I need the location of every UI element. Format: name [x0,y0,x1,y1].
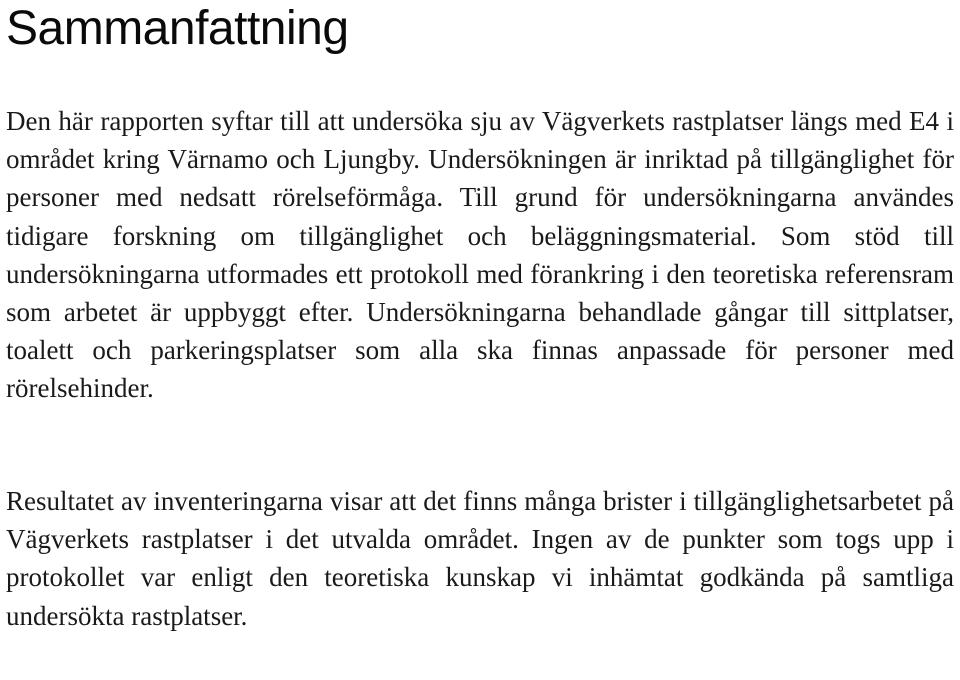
summary-paragraph-1: Den här rapporten syftar till att undersöka sju av Vägverkets rastplatser längs med E4 i området kring Värnamo och Ljungby. Undersökningen är inriktad på tillgänglighet för personer med nedsatt rörelseförmåga. Till grund för undersökningarna användes tidigare forskning om tillgänglighet och beläggningsmaterial. Som stöd till undersökningarna utformades ett protokoll med förankring i den teoretiska referensram som arbetet är uppbyggt efter. Undersökningarna behandlade gångar till sittplatser, toalett och parkeringsplatser som alla ska finnas anpassade för personer med rörelsehinder. [6,106,954,404]
summary-paragraph-2: Resultatet av inventeringarna visar att det finns många brister i tillgänglighetsarbetet på Vägverkets rastplatser i det utvalda området. Ingen av de punkter som togs upp i protokollet var enligt den teoretiska kunskap vi inhämtat godkända på samtliga undersökta rastplatser. [6,486,954,631]
page-title: Sammanfattning [6,2,349,55]
